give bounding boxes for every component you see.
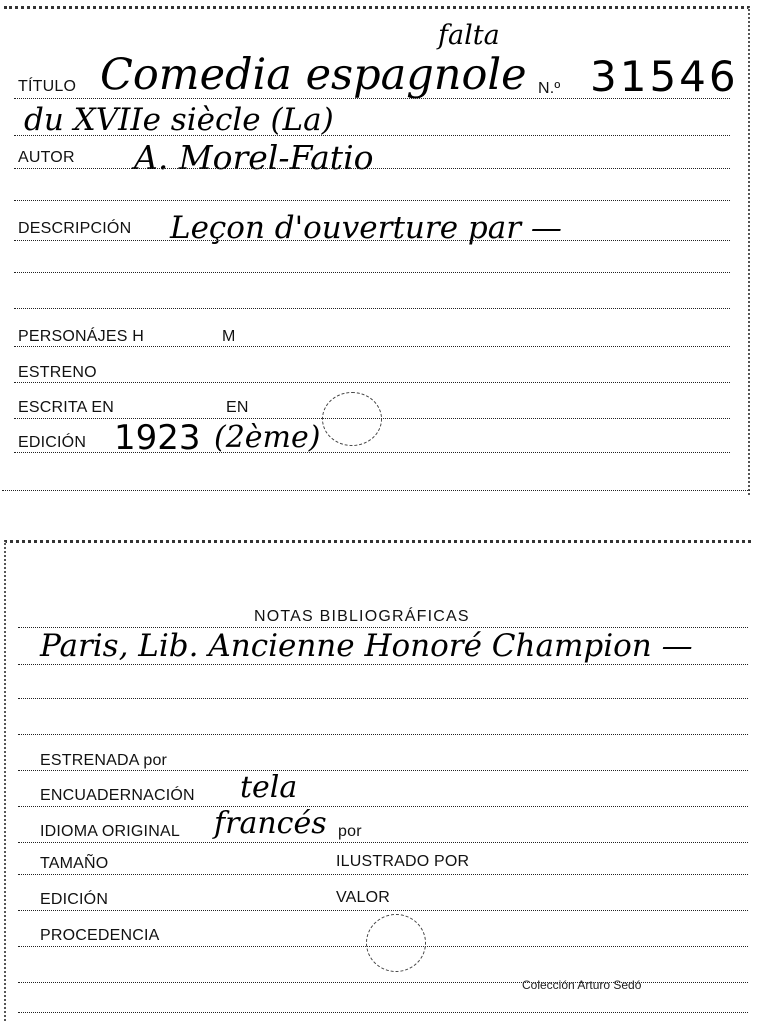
front-rule-12 <box>2 490 750 491</box>
coleccion-credit: Colección Arturo Sedó <box>522 978 642 992</box>
handwritten-falta: falta <box>438 20 500 51</box>
back-punch-stamp <box>366 914 426 972</box>
numero-label: N.º <box>538 80 561 97</box>
front-rule-4 <box>14 200 730 201</box>
procedencia-label: PROCEDENCIA <box>40 927 160 944</box>
estrenada-por-label: ESTRENADA por <box>40 752 168 769</box>
autor-label: AUTOR <box>18 149 75 166</box>
handwritten-title-line1: Comedia espagnole <box>100 50 527 100</box>
front-rule-8 <box>14 346 730 347</box>
back-rule-5 <box>18 770 748 771</box>
handwritten-binding: tela <box>240 770 298 805</box>
handwritten-language: francés <box>214 806 327 841</box>
back-rule-8 <box>18 874 748 875</box>
encuadernacion-label: ENCUADERNACIÓN <box>40 787 195 804</box>
handwritten-edition-year: 1923 <box>114 418 201 458</box>
descripcion-label: DESCRIPCIÓN <box>18 220 132 237</box>
front-punch-stamp <box>322 392 382 446</box>
back-rule-6 <box>18 806 748 807</box>
notas-bibliograficas-heading: NOTAS BIBLIOGRÁFICAS <box>254 608 470 625</box>
valor-label: VALOR <box>336 889 391 906</box>
back-rule-2 <box>18 664 748 665</box>
front-rule-11 <box>14 452 730 453</box>
back-rule-12 <box>18 1012 748 1013</box>
front-rule-3 <box>14 168 730 169</box>
handwritten-description: Leçon d'ouverture par — <box>170 210 562 246</box>
personajes-label: PERSONÁJES H <box>18 328 144 345</box>
front-rule-2 <box>14 135 730 136</box>
handwritten-edition-note: (2ème) <box>214 420 321 455</box>
front-rule-5 <box>14 240 730 241</box>
escrita-en-label: ESCRITA EN <box>18 399 114 416</box>
back-rule-4 <box>18 734 748 735</box>
edicion-label: EDICIÓN <box>18 434 87 451</box>
back-rule-7 <box>18 842 748 843</box>
handwritten-notes: Paris, Lib. Ancienne Honoré Champion — <box>40 628 693 664</box>
front-rule-6 <box>14 272 730 273</box>
front-rule-9 <box>14 382 730 383</box>
front-rule-1 <box>14 98 730 99</box>
idioma-original-label: IDIOMA ORIGINAL <box>40 823 180 840</box>
titulo-label: TÍTULO <box>18 78 77 95</box>
idioma-por-label: por <box>338 823 362 840</box>
estreno-label: ESTRENO <box>18 364 97 381</box>
en-label: EN <box>226 399 249 416</box>
back-edicion-label: EDICIÓN <box>40 891 109 908</box>
back-rule-3 <box>18 698 748 699</box>
front-rule-7 <box>14 308 730 309</box>
handwritten-author: A. Morel-Fatio <box>134 138 374 177</box>
handwritten-number: 31546 <box>590 52 739 101</box>
back-rule-9 <box>18 910 748 911</box>
handwritten-title-line2: du XVIIe siècle (La) <box>24 102 334 138</box>
ilustrado-por-label: ILUSTRADO POR <box>336 853 470 870</box>
tamano-label: TAMAÑO <box>40 855 109 872</box>
personajes-m-label: M <box>222 328 236 345</box>
